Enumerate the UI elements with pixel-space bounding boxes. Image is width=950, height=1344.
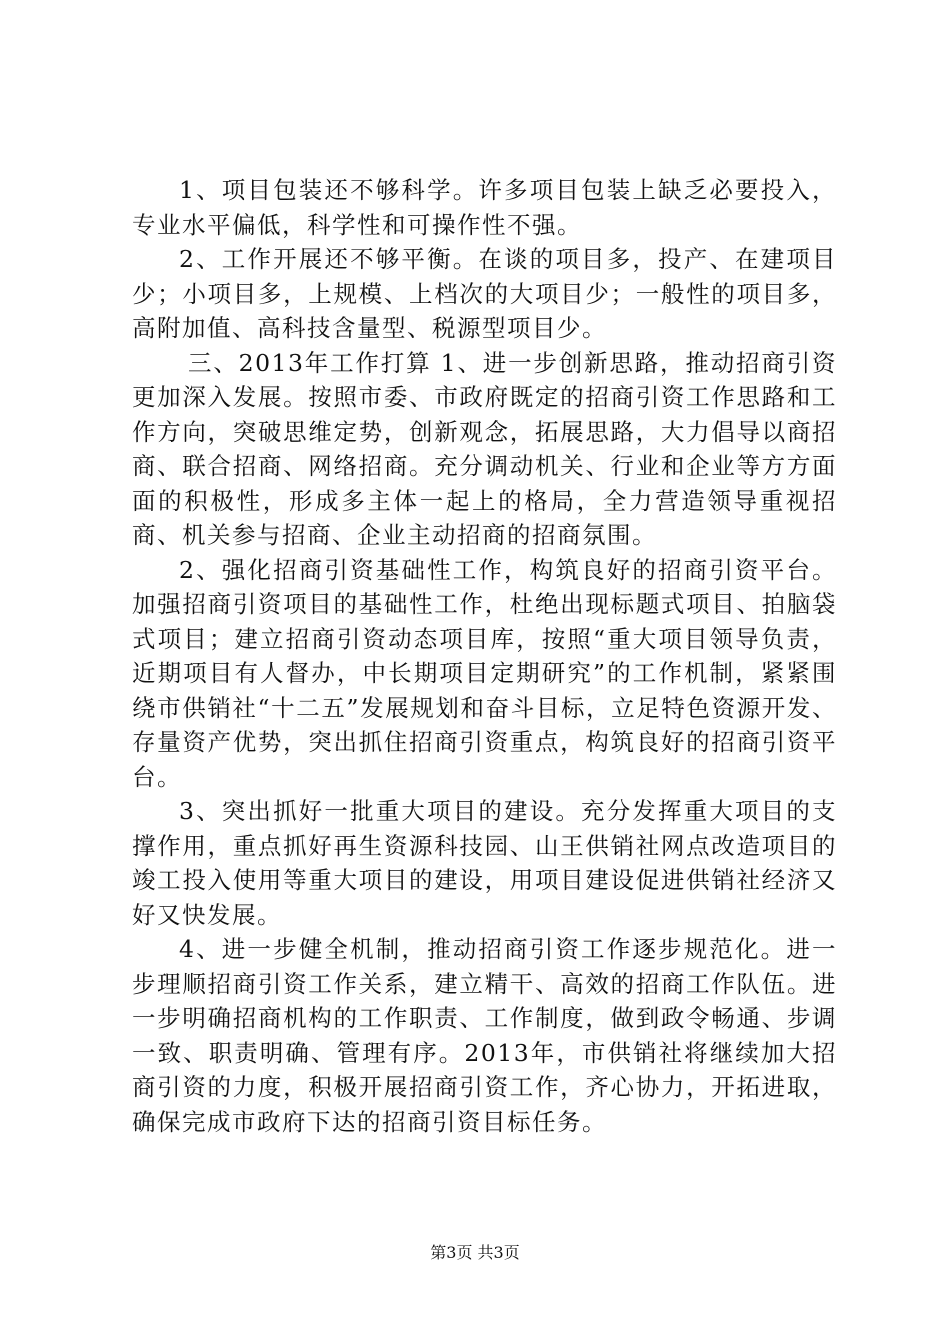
paragraph-foundation-work: 2、强化招商引资基础性工作，构筑良好的招商引资平台。加强招商引资项目的基础性工作，杜绝出现标题式项目、拍脑袋式项目；建立招商引资动态项目库，按照“重大项目领导负责，近期项目有人督办，中长期项目定期研究”的工作机制，紧紧围绕市供销社“十二五”发展规划和奋斗目标，立足特色资源开发、存量资产优势，突出抓住招商引资重点，构筑良好的招商引资平台。 (132, 555, 837, 791)
paragraph-mechanism: 4、进一步健全机制，推动招商引资工作逐步规范化。进一步理顺招商引资工作关系，建立精干、高效的招商工作队伍。进一步明确招商机构的工作职责、工作制度，做到政令畅通、步调一致、职责明确、管理有序。2013年，市供销社将继续加大招商引资的力度，积极开展招商引资工作，齐心协力，开拓进取，确保完成市政府下达的招商引资目标任务。 (132, 935, 837, 1136)
paragraph-major-projects: 3、突出抓好一批重大项目的建设。充分发挥重大项目的支撑作用，重点抓好再生资源科技园、山王供销社网点改造项目的竣工投入使用等重大项目的建设，用项目建设促进供销社经济又好又快发展。 (132, 797, 837, 929)
document-body (132, 173, 837, 1139)
paragraph-work-balance: 2、工作开展还不够平衡。在谈的项目多，投产、在建项目少；小项目多，上规模、上档次的大项目少；一般性的项目多，高附加值、高科技含量型、税源型项目少。 (132, 245, 837, 342)
paragraph-2013-plan: 三、2013年工作打算 1、进一步创新思路，推动招商引资更加深入发展。按照市委、市政府既定的招商引资工作思路和工作方向，突破思维定势，创新观念，拓展思路，大力倡导以商招商、联合招商、网络招商。充分调动机关、行业和企业等方方面面的积极性，形成多主体一起上的格局，全力营造领导重视招商、机关参与招商、企业主动招商的招商氛围。 (132, 348, 837, 549)
page-number-footer: 第3页 共3页 (430, 1243, 520, 1262)
paragraph-project-packaging: 1、项目包装还不够科学。许多项目包装上缺乏必要投入，专业水平偏低，科学性和可操作性不强。 (132, 176, 837, 239)
